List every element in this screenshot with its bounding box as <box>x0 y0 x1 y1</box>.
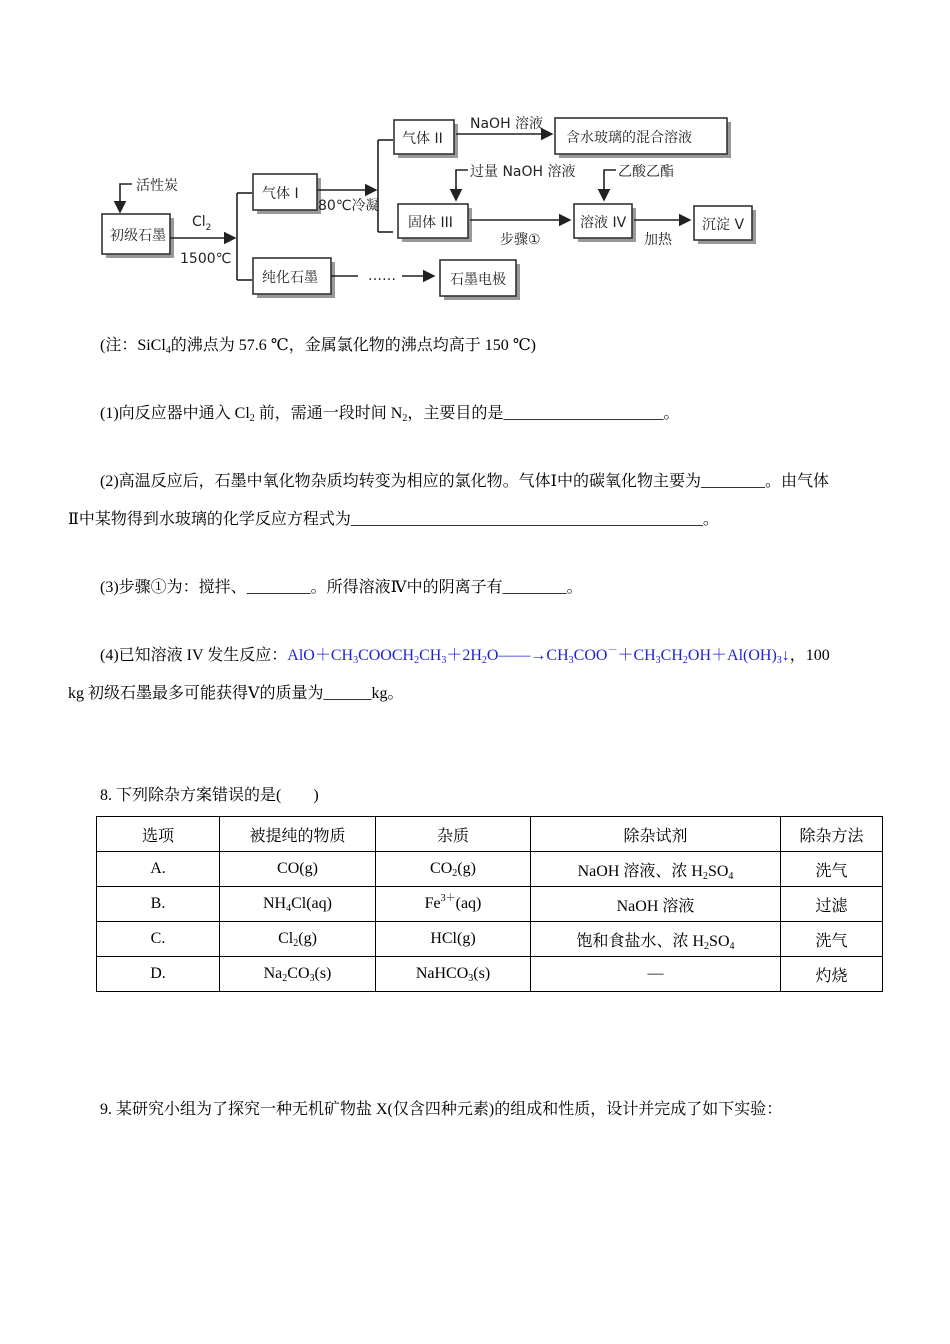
note-text: (注：SiCl$_4$的沸点为 57.6 ℃，金属氯化物的沸点均高于 150 ℃) <box>100 337 536 356</box>
question-9: 9. 某研究小组为了探究一种无机矿物盐 X(仅含四种元素)的组成和性质，设计并完成了如下实验： <box>100 1101 783 1118</box>
node-pure-graphite-label: 纯化石墨 <box>262 270 318 286</box>
process-flow-diagram <box>0 0 950 320</box>
method-cell: 过滤 <box>781 887 883 922</box>
option-cell: D. <box>97 957 220 992</box>
ethyl-acetate-label: 乙酸乙酯 <box>618 164 674 180</box>
header-method: 除杂方法 <box>781 817 883 852</box>
node-precipitate-5-label: 沉淀 V <box>702 217 745 233</box>
excess-naoh-label: 过量 NaOH 溶液 <box>470 164 576 180</box>
activated-carbon-label: 活性炭 <box>136 178 178 194</box>
table-header-row <box>97 817 883 852</box>
reagent-cell: NaOH 溶液、浓 $H_2SO_4$ <box>531 852 781 887</box>
table-row <box>97 922 883 957</box>
impurity-cell: $Fe^{3+}(aq)$ <box>376 887 531 922</box>
method-cell: 洗气 <box>781 852 883 887</box>
substance-cell: $Na_2CO_3(s)$ <box>220 957 376 992</box>
node-solution-4-label: 溶液 IV <box>580 215 627 231</box>
question-4-line-2: kg 初级石墨最多可能获得Ⅴ的质量为______kg。 <box>68 685 404 702</box>
question-8-title: 8. 下列除杂方案错误的是( ) <box>100 787 319 804</box>
node-waterglass-label: 含水玻璃的混合溶液 <box>566 130 692 146</box>
question-2-line-2: Ⅱ中某物得到水玻璃的化学反应方程式为____________________________________________。 <box>68 511 719 528</box>
node-gas-1-label: 气体 I <box>262 186 299 202</box>
cooling-80-label: 80℃冷凝 <box>318 198 380 214</box>
dots-label: …… <box>368 268 396 284</box>
option-cell: A. <box>97 852 220 887</box>
node-solid-3-label: 固体 III <box>408 215 453 231</box>
impurity-cell: HCl(g) <box>376 922 531 957</box>
table-row <box>97 957 883 992</box>
option-cell: B. <box>97 887 220 922</box>
question-4-line-1: (4)已知溶液 IV 发生反应：$AlO+CH_3COOCH_2CH_3+2H_2O——\to CH_3COO^-+CH_3CH_2OH+Al(OH)_3↓$，100 <box>100 645 830 666</box>
reaction-equation: $AlO+CH_3COOCH_2CH_3+2H_2O——\to CH_3COO^-+CH_3CH_2OH+Al(OH)_3↓$ <box>287 645 790 666</box>
cl2-label: $Cl_2$ <box>192 214 212 233</box>
question-1: (1)向反应器中通入 $Cl_2$ 前，需通一段时间 $N_2$，主要目的是____________________。 <box>100 405 680 424</box>
substance-cell: CO(g) <box>220 852 376 887</box>
node-electrode-label: 石墨电极 <box>450 272 506 288</box>
header-option: 选项 <box>97 817 220 852</box>
node-gas-2-label: 气体 II <box>402 131 443 147</box>
temp-1500-label: 1500℃ <box>180 251 232 267</box>
method-cell: 洗气 <box>781 922 883 957</box>
impurity-cell: NaHCO$_3$(s) <box>376 957 531 992</box>
header-reagent: 除杂试剂 <box>531 817 781 852</box>
node-raw-graphite-label: 初级石墨 <box>110 228 166 244</box>
naoh-solution-label: NaOH 溶液 <box>470 116 544 132</box>
header-substance: 被提纯的物质 <box>220 817 376 852</box>
step1-label: 步骤① <box>500 232 541 248</box>
reagent-cell: — <box>531 957 781 992</box>
question-2-line-1: (2)高温反应后，石墨中氧化物杂质均转变为相应的氯化物。气体Ⅰ中的碳氧化物主要为________。由气体 <box>100 473 829 490</box>
impurity-cell: $CO_2(g)$ <box>376 852 531 887</box>
heating-label: 加热 <box>644 232 672 248</box>
header-impurity: 杂质 <box>376 817 531 852</box>
option-cell: C. <box>97 922 220 957</box>
question-8-table <box>96 816 883 992</box>
reagent-cell: NaOH 溶液 <box>531 887 781 922</box>
question-3: (3)步骤①为：搅拌、________。所得溶液Ⅳ中的阴离子有________。 <box>100 579 583 596</box>
reagent-cell: 饱和食盐水、浓 $H_2SO_4$ <box>531 922 781 957</box>
substance-cell: $Cl_2(g)$ <box>220 922 376 957</box>
table-row <box>97 852 883 887</box>
substance-cell: $NH_4Cl(aq)$ <box>220 887 376 922</box>
method-cell: 灼烧 <box>781 957 883 992</box>
table-row <box>97 887 883 922</box>
